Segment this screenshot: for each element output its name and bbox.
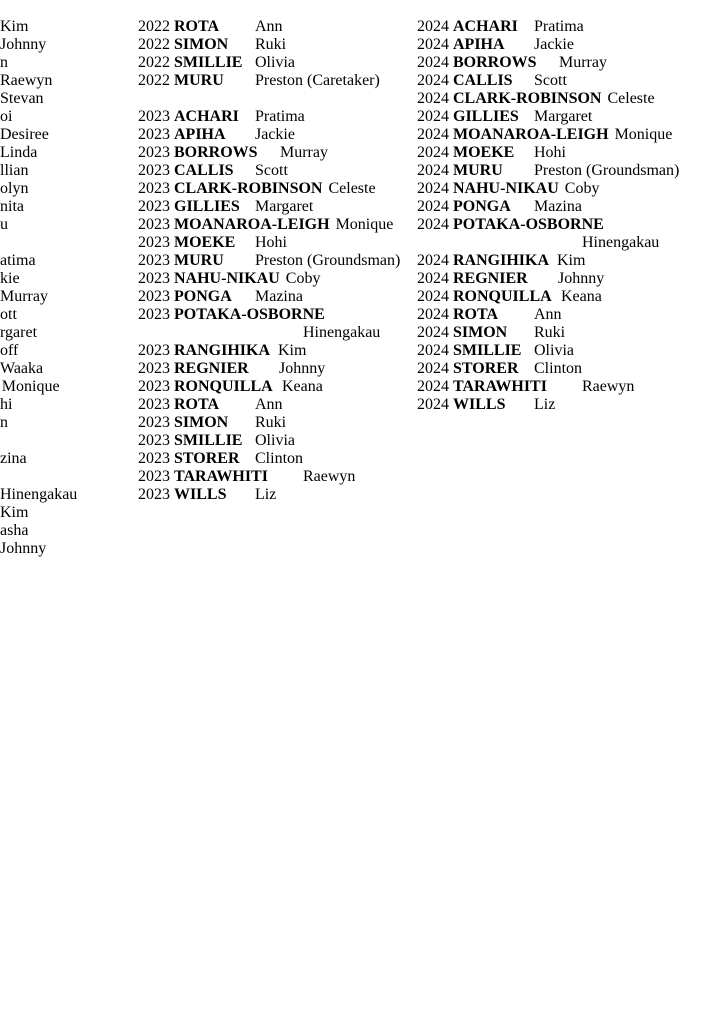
- year-label: 2023: [138, 216, 170, 233]
- year-label: 2023: [138, 432, 170, 449]
- year-label: 2023: [138, 108, 170, 125]
- name-entry: [417, 126, 723, 144]
- first-name: off: [0, 342, 19, 359]
- first-name: Desiree: [0, 126, 49, 143]
- first-name: hi: [0, 396, 13, 413]
- first-name: Clinton: [534, 360, 583, 377]
- surname: RONQUILLA: [453, 288, 552, 305]
- year-label: 2024: [417, 306, 449, 323]
- name-entry: [0, 270, 128, 288]
- surname: GILLIES: [174, 198, 240, 215]
- name-entry: [138, 414, 418, 432]
- year-label: 2024: [417, 90, 449, 107]
- year-label: 2024: [417, 288, 449, 305]
- first-name: Jackie: [534, 36, 574, 53]
- first-name: Waaka: [0, 360, 44, 377]
- first-name: Raewyn: [0, 72, 53, 89]
- first-name: Celeste: [607, 90, 655, 107]
- name-entry: [138, 144, 418, 162]
- surname: ROTA: [174, 396, 220, 413]
- year-label: 2024: [417, 36, 449, 53]
- year-label: 2023: [138, 288, 170, 305]
- first-name: Preston (Groundsman): [255, 252, 401, 269]
- first-name: Ruki: [255, 414, 287, 431]
- name-entry: [417, 342, 723, 360]
- surname: NAHU-NIKAU: [453, 180, 559, 197]
- name-entry: [417, 216, 723, 252]
- year-label: 2024: [417, 342, 449, 359]
- name-entry: [0, 72, 128, 90]
- first-name: Mazina: [255, 288, 303, 305]
- name-entry: [417, 360, 723, 378]
- surname: ROTA: [174, 18, 220, 35]
- first-name: Murray: [280, 144, 328, 161]
- first-name: Raewyn: [582, 378, 635, 395]
- surname: STORER: [174, 450, 240, 467]
- name-entry: [138, 306, 418, 342]
- name-entry: [138, 288, 418, 306]
- first-name: kie: [0, 270, 20, 287]
- first-name: Liz: [534, 396, 556, 413]
- first-name: Pratima: [534, 18, 584, 35]
- first-name: olyn: [0, 180, 29, 197]
- year-label: 2024: [417, 252, 449, 269]
- surname: RANGIHIKA: [174, 342, 271, 359]
- name-entry: [417, 90, 723, 108]
- name-entry: [417, 18, 723, 36]
- first-name: Ruki: [255, 36, 287, 53]
- first-name: Ruki: [534, 324, 566, 341]
- names-column-left: [0, 18, 128, 558]
- name-entry: [0, 18, 128, 36]
- surname: ROTA: [453, 306, 499, 323]
- surname: GILLIES: [453, 108, 519, 125]
- surname: APIHA: [453, 36, 505, 53]
- name-entry: [138, 234, 418, 252]
- surname: PONGA: [453, 198, 511, 215]
- surname: TARAWHITI: [174, 468, 268, 485]
- name-entry: [0, 90, 128, 108]
- first-name: Kim: [278, 342, 307, 359]
- surname: SIMON: [174, 414, 229, 431]
- surname: RANGIHIKA: [453, 252, 550, 269]
- surname: STORER: [453, 360, 519, 377]
- name-entry: [417, 396, 723, 414]
- first-name: Keana: [282, 378, 323, 395]
- name-entry: [138, 162, 418, 180]
- first-name: Hinengakau: [582, 234, 660, 251]
- year-label: 2022: [138, 54, 170, 71]
- first-name: Olivia: [255, 432, 295, 449]
- name-entry: [0, 522, 128, 540]
- first-name: nita: [0, 198, 24, 215]
- year-label: 2023: [138, 180, 170, 197]
- year-label: 2024: [417, 18, 449, 35]
- name-entry: [0, 324, 128, 342]
- name-entry: [417, 198, 723, 216]
- name-entry: [138, 18, 418, 36]
- first-name: Johnny: [0, 36, 47, 53]
- name-entry: [138, 216, 418, 234]
- surname: CALLIS: [453, 72, 513, 89]
- first-name: Olivia: [255, 54, 295, 71]
- name-entry: [138, 432, 418, 450]
- year-label: 2023: [138, 126, 170, 143]
- name-entry: [0, 414, 128, 432]
- name-entry: [417, 252, 723, 270]
- surname: MOEKE: [453, 144, 515, 161]
- year-label: 2024: [417, 198, 449, 215]
- first-name: Kim: [0, 504, 29, 521]
- name-entry: [138, 486, 418, 504]
- name-entry: [0, 504, 128, 522]
- name-entry: [0, 252, 128, 270]
- name-entry: [0, 198, 128, 216]
- first-name: u: [0, 216, 8, 233]
- surname: POTAKA-OSBORNE: [453, 216, 604, 233]
- first-name: Jackie: [255, 126, 295, 143]
- name-entry: [417, 72, 723, 90]
- name-entry: [417, 306, 723, 324]
- first-name: oi: [0, 108, 13, 125]
- name-entry: [0, 486, 128, 504]
- name-entry: [138, 252, 418, 270]
- first-name: asha: [0, 522, 29, 539]
- first-name: Ann: [255, 18, 283, 35]
- name-entry: [0, 162, 128, 180]
- year-label: 2023: [138, 270, 170, 287]
- first-name: Scott: [255, 162, 288, 179]
- name-entry: [138, 72, 418, 90]
- name-entry: [417, 270, 723, 288]
- name-entry: [0, 396, 128, 414]
- first-name: Monique: [614, 126, 673, 143]
- name-entry: [417, 54, 723, 72]
- surname: CLARK-ROBINSON: [174, 180, 323, 197]
- name-entry: [0, 288, 128, 306]
- first-name: Linda: [0, 144, 38, 161]
- first-name: n: [0, 414, 8, 431]
- name-entry: [138, 126, 418, 144]
- name-entry: [138, 54, 418, 72]
- year-label: 2024: [417, 126, 449, 143]
- first-name: Celeste: [328, 180, 376, 197]
- name-entry: [417, 36, 723, 54]
- surname: MURU: [174, 252, 224, 269]
- surname: SMILLIE: [453, 342, 522, 359]
- surname: TARAWHITI: [453, 378, 547, 395]
- name-entry: [138, 108, 418, 126]
- name-entry: [417, 288, 723, 306]
- first-name: Scott: [534, 72, 567, 89]
- year-label: 2023: [138, 360, 170, 377]
- name-entry: [138, 36, 418, 54]
- first-name: Johnny: [0, 540, 47, 557]
- year-label: 2022: [138, 36, 170, 53]
- surname: MURU: [453, 162, 503, 179]
- year-label: 2023: [138, 144, 170, 161]
- surname: NAHU-NIKAU: [174, 270, 280, 287]
- name-entry: [0, 180, 128, 198]
- first-name: Olivia: [534, 342, 574, 359]
- first-name: llian: [0, 162, 29, 179]
- name-entry: [417, 324, 723, 342]
- surname: REGNIER: [174, 360, 249, 377]
- name-entry: [0, 468, 128, 486]
- name-entry: [0, 36, 128, 54]
- names-column-2022-2023: [138, 18, 418, 504]
- first-name: Monique: [335, 216, 394, 233]
- year-label: 2023: [138, 486, 170, 503]
- year-label: 2023: [138, 252, 170, 269]
- name-entry: [138, 450, 418, 468]
- year-label: 2023: [138, 414, 170, 431]
- surname: SIMON: [174, 36, 229, 53]
- name-entry: [138, 180, 418, 198]
- first-name: Johnny: [558, 270, 605, 287]
- first-name: Kim: [557, 252, 586, 269]
- year-label: 2024: [417, 216, 449, 233]
- name-entry: [417, 144, 723, 162]
- first-name: Raewyn: [303, 468, 356, 485]
- first-name: Stevan: [0, 90, 44, 107]
- names-column-2024: [417, 18, 723, 414]
- first-name: zina: [0, 450, 27, 467]
- year-label: 2024: [417, 378, 449, 395]
- surname: MOANAROA-LEIGH: [453, 126, 609, 143]
- blank-line: [0, 234, 128, 252]
- year-label: 2023: [138, 162, 170, 179]
- year-label: 2023: [138, 234, 170, 251]
- first-name: Liz: [255, 486, 277, 503]
- name-entry: [138, 468, 418, 486]
- first-name: ott: [0, 306, 17, 323]
- name-entry: [0, 216, 128, 234]
- surname: SMILLIE: [174, 54, 243, 71]
- name-entry: [138, 342, 418, 360]
- name-entry: [0, 144, 128, 162]
- name-entry: [138, 198, 418, 216]
- year-label: 2024: [417, 162, 449, 179]
- first-name: Murray: [0, 288, 48, 305]
- first-name: Margaret: [255, 198, 314, 215]
- name-entry: [417, 162, 723, 180]
- year-label: 2024: [417, 144, 449, 161]
- surname: ACHARI: [453, 18, 518, 35]
- first-name: Ann: [255, 396, 283, 413]
- surname: CLARK-ROBINSON: [453, 90, 602, 107]
- surname: APIHA: [174, 126, 226, 143]
- first-name: Preston (Groundsman): [534, 162, 680, 179]
- name-entry: [417, 378, 723, 396]
- first-name: Keana: [561, 288, 602, 305]
- name-entry: [417, 108, 723, 126]
- surname: MURU: [174, 72, 224, 89]
- year-label: 2023: [138, 450, 170, 467]
- surname: MOANAROA-LEIGH: [174, 216, 330, 233]
- first-name: Murray: [559, 54, 607, 71]
- name-entry: [0, 540, 128, 558]
- surname: SIMON: [453, 324, 508, 341]
- surname: WILLS: [174, 486, 227, 503]
- name-entry: [0, 360, 128, 378]
- first-name: n: [0, 54, 8, 71]
- first-name: Hinengakau: [0, 486, 78, 503]
- first-name: Coby: [564, 180, 600, 197]
- name-entry: [138, 270, 418, 288]
- year-label: 2022: [138, 18, 170, 35]
- year-label: 2023: [138, 342, 170, 359]
- year-label: 2024: [417, 324, 449, 341]
- surname: REGNIER: [453, 270, 528, 287]
- first-name: Hohi: [255, 234, 287, 251]
- surname: ACHARI: [174, 108, 239, 125]
- name-entry: [0, 378, 128, 396]
- surname: BORROWS: [174, 144, 258, 161]
- name-entry: [0, 108, 128, 126]
- surname: MOEKE: [174, 234, 236, 251]
- surname: BORROWS: [453, 54, 537, 71]
- year-label: 2023: [138, 468, 170, 485]
- year-label: 2024: [417, 180, 449, 197]
- blank-line: [138, 90, 418, 108]
- surname: PONGA: [174, 288, 232, 305]
- year-label: 2023: [138, 198, 170, 215]
- surname: SMILLIE: [174, 432, 243, 449]
- name-entry: [0, 342, 128, 360]
- name-entry: [138, 396, 418, 414]
- year-label: 2023: [138, 396, 170, 413]
- first-name: Pratima: [255, 108, 305, 125]
- name-entry: [0, 450, 128, 468]
- name-entry: [0, 126, 128, 144]
- first-name: Ann: [534, 306, 562, 323]
- first-name: Margaret: [534, 108, 593, 125]
- first-name: Hinengakau: [303, 324, 381, 341]
- year-label: 2024: [417, 360, 449, 377]
- first-name: Hohi: [534, 144, 566, 161]
- year-label: 2024: [417, 270, 449, 287]
- name-entry: [0, 306, 128, 324]
- year-label: 2023: [138, 306, 170, 323]
- first-name: Preston (Caretaker): [255, 72, 380, 89]
- year-label: 2024: [417, 108, 449, 125]
- first-name: Johnny: [279, 360, 326, 377]
- year-label: 2023: [138, 378, 170, 395]
- year-label: 2024: [417, 54, 449, 71]
- first-name: Clinton: [255, 450, 304, 467]
- name-entry: [138, 360, 418, 378]
- name-entry: [0, 54, 128, 72]
- year-label: 2024: [417, 396, 449, 413]
- name-entry: [417, 180, 723, 198]
- name-entry: [138, 378, 418, 396]
- first-name: Kim: [0, 18, 29, 35]
- first-name: Monique: [1, 378, 60, 395]
- surname: WILLS: [453, 396, 506, 413]
- year-label: 2022: [138, 72, 170, 89]
- surname: POTAKA-OSBORNE: [174, 306, 325, 323]
- name-entry: [0, 432, 128, 450]
- first-name: Mazina: [534, 198, 582, 215]
- surname: RONQUILLA: [174, 378, 273, 395]
- first-name: rgaret: [0, 324, 38, 341]
- year-label: 2024: [417, 72, 449, 89]
- first-name: Coby: [285, 270, 321, 287]
- first-name: atima: [0, 252, 36, 269]
- surname: CALLIS: [174, 162, 234, 179]
